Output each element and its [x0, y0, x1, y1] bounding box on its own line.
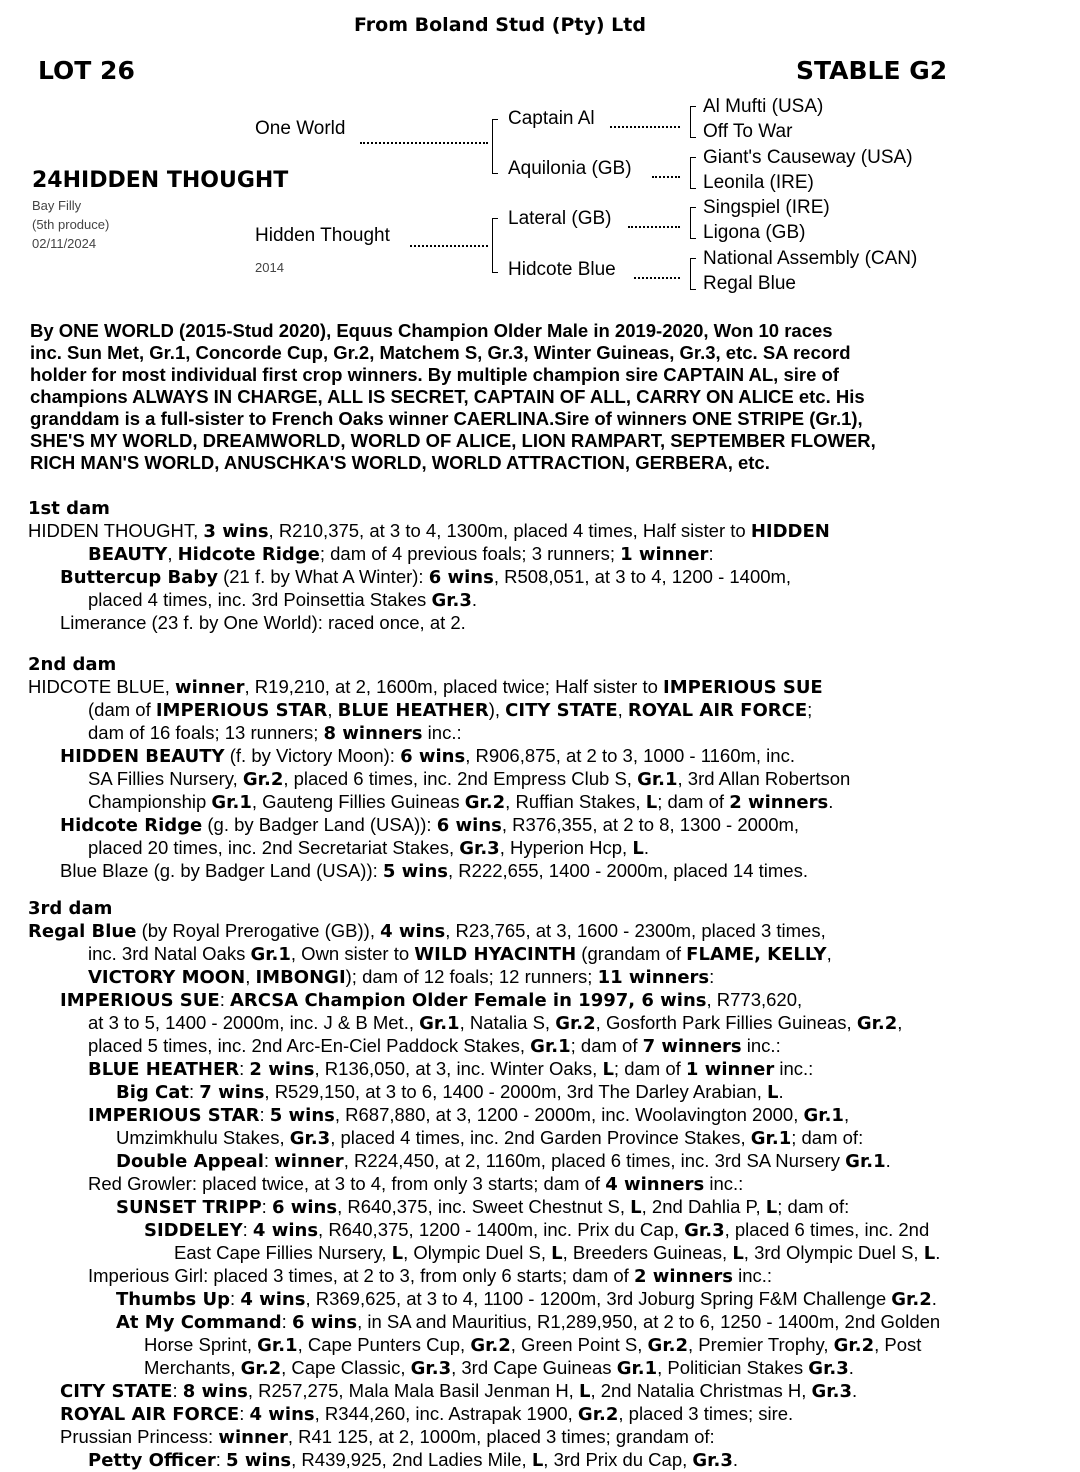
text-segment: Championship: [88, 791, 212, 812]
text-segment: Gr.1: [530, 1036, 571, 1057]
text-segment: , R41 125, at 2, 1000m, placed 3 times; grandam of:: [287, 1426, 715, 1447]
sire-line: inc. Sun Met, Gr.1, Concorde Cup, Gr.2, Matchem S, Gr.3, Winter Guineas, Gr.3, etc. SA record: [30, 342, 851, 363]
dam-line: [28, 1311, 940, 1334]
text-segment: , 3rd Prix du Cap,: [543, 1449, 693, 1470]
text-segment: winner: [175, 677, 245, 698]
text-segment: .: [848, 1357, 854, 1378]
pedigree-bracket: [690, 157, 696, 189]
text-segment: BEAUTY: [88, 544, 168, 565]
text-segment: SA Fillies Nursery,: [88, 768, 243, 789]
text-segment: 1 winner: [685, 1059, 775, 1080]
text-segment: :: [709, 966, 715, 987]
text-segment: Double Appeal: [116, 1151, 264, 1172]
text-segment: 8 wins: [182, 1381, 248, 1402]
text-segment: Gr.1: [803, 1105, 844, 1126]
dam-line: [28, 1058, 940, 1081]
text-segment: Gr.1: [845, 1151, 886, 1172]
text-segment: 5 wins: [382, 861, 449, 882]
text-segment: , Olympic Duel S,: [403, 1242, 552, 1263]
sire-line: SHE'S MY WORLD, DREAMWORLD, WORLD OF ALICE, LION RAMPART, SEPTEMBER FLOWER,: [30, 430, 876, 451]
text-segment: , R19,210, at 2, 1600m, placed twice; Half sister to: [244, 676, 664, 697]
text-segment: 11 winners: [597, 967, 710, 988]
text-segment: Gr.2: [464, 792, 506, 813]
pedigree-bracket: [690, 106, 696, 138]
pedigree-gg2: Off To War: [703, 121, 793, 142]
sire-line: granddam is a full-sister to French Oaks winner CAERLINA.Sire of winners ONE STRIPE (Gr.1),: [30, 408, 863, 429]
text-segment: 6 wins: [428, 567, 494, 588]
pedigree-connector: [410, 245, 488, 247]
text-segment: Gr.3: [811, 1381, 852, 1402]
text-segment: , Ruffian Stakes,: [505, 791, 646, 812]
dam-line: [28, 1426, 940, 1449]
text-segment: Gr.2: [856, 1013, 898, 1034]
pedigree-gg3: Giant's Causeway (USA): [703, 147, 913, 168]
text-segment: winner: [274, 1151, 344, 1172]
sire-description: [30, 320, 876, 474]
dam-line: [28, 699, 850, 722]
dam-line: [28, 1403, 940, 1426]
dam-line: [28, 1265, 940, 1288]
pedigree-connector: [610, 126, 680, 128]
text-segment: , 3rd Cape Guineas: [451, 1357, 617, 1378]
text-segment: , Hyperion Hcp,: [499, 837, 633, 858]
text-segment: .: [935, 1242, 941, 1263]
text-segment: , R529,150, at 3 to 6, 1400 - 2000m, 3rd The Darley Arabian,: [264, 1081, 767, 1102]
text-segment: SIDDELEY: [144, 1220, 243, 1241]
sire-line: champions ALWAYS IN CHARGE, ALL IS SECRET, CAPTAIN OF ALL, CARRY ON ALICE etc. His: [30, 386, 865, 407]
text-segment: (f. by Victory Moon):: [224, 745, 401, 766]
pedigree-dam-sire: Lateral (GB): [508, 208, 612, 229]
pedigree-sire-sire: Captain Al: [508, 108, 595, 129]
lot-number: LOT 26: [38, 56, 135, 85]
text-segment: Gr.2: [577, 1404, 619, 1425]
text-segment: :: [242, 1219, 253, 1240]
pedigree-bracket: [492, 218, 498, 273]
pedigree-gg1: Al Mufti (USA): [703, 96, 824, 117]
text-segment: dam of 16 foals; 13 runners;: [88, 722, 324, 743]
dam-line: [28, 1104, 940, 1127]
text-segment: HIDDEN BEAUTY: [60, 746, 225, 767]
text-segment: , Natalia S,: [459, 1012, 556, 1033]
text-segment: , R224,450, at 2, 1160m, placed 6 times, inc. 3rd SA Nursery: [343, 1150, 846, 1171]
text-segment: IMPERIOUS SUE: [60, 990, 220, 1011]
text-segment: , 3rd Olympic Duel S,: [743, 1242, 924, 1263]
first-dam-section: [28, 498, 830, 634]
second-dam-section: [28, 654, 850, 883]
text-segment: inc. 3rd Natal Oaks: [88, 943, 251, 964]
text-segment: ARCSA Champion Older Female in 1997, 6 wins: [229, 990, 707, 1011]
text-segment: WILD HYACINTH: [414, 944, 577, 965]
text-segment: , 3rd Allan Robertson: [677, 768, 851, 789]
text-segment: Gr.3: [684, 1220, 725, 1241]
pedigree-connector: [652, 176, 680, 178]
text-segment: , placed 3 times; sire.: [618, 1403, 794, 1424]
text-segment: CITY STATE: [505, 700, 618, 721]
text-segment: , Politician Stakes: [657, 1357, 809, 1378]
text-segment: CITY STATE: [60, 1381, 173, 1402]
text-segment: 4 wins: [240, 1289, 306, 1310]
text-segment: ;: [807, 699, 813, 720]
text-segment: Gr.3: [692, 1450, 733, 1471]
pedigree-dam-year: 2014: [255, 260, 284, 275]
text-segment: East Cape Fillies Nursery,: [174, 1242, 392, 1263]
text-segment: :: [230, 1288, 241, 1309]
pedigree-gg6: Ligona (GB): [703, 222, 806, 243]
text-segment: Big Cat: [116, 1082, 190, 1103]
text-segment: ; dam of 4 previous foals; 3 runners;: [319, 543, 621, 564]
text-segment: .: [885, 1150, 891, 1171]
text-segment: L: [766, 1082, 779, 1103]
dam-line: [28, 1173, 940, 1196]
dam-line: [28, 860, 850, 883]
text-segment: 6 wins: [271, 1197, 338, 1218]
text-segment: :: [239, 1403, 250, 1424]
pedigree-bracket: [690, 258, 696, 290]
text-segment: , placed 6 times, inc. 2nd Empress Club S,: [283, 768, 638, 789]
pedigree-connector: [628, 226, 680, 228]
sire-line: By ONE WORLD (2015-Stud 2020), Equus Champion Older Male in 2019-2020, Won 10 races: [30, 320, 833, 341]
text-segment: , 2nd Natalia Christmas H,: [590, 1380, 812, 1401]
text-segment: SUNSET TRIPP: [116, 1197, 262, 1218]
text-segment: Gr.3: [410, 1358, 452, 1379]
text-segment: VICTORY MOON: [88, 967, 246, 988]
dam-line: [28, 768, 850, 791]
dam-line: [28, 837, 850, 860]
text-segment: placed 20 times, inc. 2nd Secretariat Stakes,: [88, 837, 460, 858]
text-segment: L: [630, 1197, 642, 1218]
text-segment: 4 winners: [605, 1174, 705, 1195]
text-segment: :: [259, 1104, 270, 1125]
text-segment: at 3 to 5, 1400 - 2000m, inc. J & B Met.,: [88, 1012, 420, 1033]
dam-line: [28, 1035, 940, 1058]
pedigree-gg8: Regal Blue: [703, 273, 796, 294]
text-segment: , Post: [874, 1334, 922, 1355]
text-segment: Gr.1: [419, 1013, 460, 1034]
pedigree-connector: [360, 142, 488, 144]
text-segment: 5 wins: [226, 1450, 292, 1471]
text-segment: 6 wins: [400, 746, 466, 767]
text-segment: , 2nd Dahlia P,: [641, 1196, 766, 1217]
dam-line: [28, 1081, 940, 1104]
text-segment: ,: [897, 1012, 903, 1033]
text-segment: Gr.1: [257, 1335, 298, 1356]
text-segment: , Premier Trophy,: [688, 1334, 834, 1355]
text-segment: Blue Blaze (g. by Badger Land (USA)):: [60, 860, 383, 881]
text-segment: L: [391, 1243, 404, 1264]
text-segment: , R369,625, at 3 to 4, 1100 - 1200m, 3rd Joburg Spring F&M Challenge: [305, 1288, 892, 1309]
text-segment: 2 winners: [633, 1266, 733, 1287]
text-segment: ,: [826, 943, 832, 964]
text-segment: :: [281, 1311, 292, 1332]
text-segment: L: [602, 1059, 614, 1080]
text-segment: .: [778, 1081, 784, 1102]
text-segment: HIDDEN THOUGHT,: [28, 520, 204, 541]
text-segment: , R23,765, at 3, 1600 - 2300m, placed 3 times,: [445, 920, 826, 941]
text-segment: (21 f. by What A Winter):: [217, 566, 429, 587]
text-segment: Gr.1: [616, 1358, 658, 1379]
text-segment: Gr.1: [250, 944, 291, 965]
pedigree-connector: [634, 277, 680, 279]
text-segment: Prussian Princess:: [60, 1426, 219, 1447]
text-segment: Red Growler: placed twice, at 3 to 4, from only 3 starts; dam of: [88, 1173, 606, 1194]
text-segment: HIDDEN: [750, 521, 830, 542]
text-segment: BLUE HEATHER: [88, 1059, 240, 1080]
pedigree-gg4: Leonila (IRE): [703, 172, 814, 193]
dam-line: [28, 1150, 940, 1173]
dam-line: [28, 1196, 940, 1219]
text-segment: ROYAL AIR FORCE: [60, 1404, 240, 1425]
sire-line: RICH MAN'S WORLD, ANUSCHKA'S WORLD, WORLD ATTRACTION, GERBERA, etc.: [30, 452, 770, 473]
pedigree-dam: Hidden Thought: [255, 225, 390, 246]
text-segment: , R640,375, inc. Sweet Chestnut S,: [337, 1196, 631, 1217]
text-segment: Thumbs Up: [116, 1289, 231, 1310]
dam-line: [28, 566, 830, 589]
text-segment: 8 winners: [323, 723, 423, 744]
text-segment: ,: [327, 699, 338, 720]
text-segment: ROYAL AIR FORCE: [627, 700, 808, 721]
text-segment: , placed 4 times, inc. 2nd Garden Province Stakes,: [330, 1127, 751, 1148]
text-segment: L: [923, 1243, 936, 1264]
text-segment: 4 wins: [380, 921, 446, 942]
text-segment: Gr.2: [242, 769, 284, 790]
text-segment: , Own sister to: [290, 943, 415, 964]
dam-line: [28, 543, 830, 566]
text-segment: ; dam of: [570, 1035, 643, 1056]
text-segment: IMPERIOUS STAR: [88, 1105, 260, 1126]
text-segment: ,: [843, 1104, 850, 1125]
text-segment: inc.:: [741, 1035, 781, 1056]
text-segment: Gr.1: [750, 1128, 792, 1149]
text-segment: Hidcote Ridge: [60, 815, 203, 836]
text-segment: :: [239, 1058, 250, 1079]
text-segment: Gr.3: [289, 1128, 331, 1149]
text-segment: 4 wins: [252, 1220, 319, 1241]
section-heading: 2nd dam: [28, 654, 117, 675]
text-segment: Petty Officer: [88, 1450, 216, 1471]
text-segment: , R508,051, at 3 to 4, 1200 - 1400m,: [493, 566, 792, 587]
text-segment: ,: [245, 966, 256, 987]
text-segment: Gr.3: [459, 838, 500, 859]
text-segment: 2 winners: [729, 792, 829, 813]
text-segment: placed 4 times, inc. 3rd Poinsettia Stakes: [88, 589, 432, 610]
dam-line: [28, 1288, 940, 1311]
text-segment: placed 5 times, inc. 2nd Arc-En-Ciel Paddock Stakes,: [88, 1035, 531, 1056]
text-segment: inc.:: [733, 1265, 773, 1286]
dam-line: [28, 920, 940, 943]
text-segment: ),: [488, 699, 506, 720]
text-segment: 6 wins: [436, 815, 502, 836]
text-segment: Horse Sprint,: [144, 1334, 258, 1355]
text-segment: :: [219, 989, 230, 1010]
dam-line: [28, 791, 850, 814]
text-segment: Gr.2: [891, 1289, 932, 1310]
text-segment: Hidcote Ridge: [177, 544, 320, 565]
text-segment: ; dam of:: [791, 1127, 864, 1148]
text-segment: Gr.2: [240, 1358, 282, 1379]
horse-dob: 02/11/2024: [32, 236, 97, 251]
pedigree-bracket: [690, 207, 696, 239]
text-segment: (by Royal Prerogative (GB)),: [136, 920, 381, 941]
dam-line: [28, 1012, 940, 1035]
text-segment: L: [765, 1197, 778, 1218]
text-segment: , R376,355, at 2 to 8, 1300 - 2000m,: [501, 814, 800, 835]
text-segment: :: [172, 1380, 183, 1401]
dam-line: [28, 1242, 940, 1265]
text-segment: inc.:: [704, 1173, 744, 1194]
text-segment: ; dam of: [613, 1058, 686, 1079]
text-segment: .: [931, 1288, 937, 1309]
text-segment: , Green Point S,: [510, 1334, 648, 1355]
text-segment: , in SA and Mauritius, R1,289,950, at 2 to 6, 1250 - 1400m, 2nd Golden: [357, 1311, 941, 1332]
dam-line: [28, 814, 850, 837]
text-segment: , R210,375, at 3 to 4, 1300m, placed 4 times, Half sister to: [268, 520, 751, 541]
text-segment: , R136,050, at 3, inc. Winter Oaks,: [314, 1058, 603, 1079]
text-segment: 5 wins: [269, 1105, 335, 1126]
dam-line: [28, 1127, 940, 1150]
horse-colour-sex: Bay Filly: [32, 198, 82, 213]
text-segment: IMPERIOUS STAR: [155, 700, 328, 721]
text-segment: :: [263, 1150, 275, 1171]
text-segment: Gr.1: [637, 769, 678, 790]
text-segment: inc.:: [422, 722, 462, 743]
pedigree-bracket: [492, 119, 498, 174]
text-segment: BLUE HEATHER: [337, 700, 489, 721]
dam-line: [28, 1219, 940, 1242]
stable-number: STABLE G2: [796, 56, 948, 85]
text-segment: Gr.2: [647, 1335, 688, 1356]
text-segment: Gr.2: [470, 1335, 511, 1356]
third-dam-section: [28, 898, 940, 1472]
text-segment: .: [828, 791, 834, 812]
text-segment: L: [632, 838, 644, 859]
text-segment: Regal Blue: [28, 921, 137, 942]
text-segment: Gr.3: [431, 590, 472, 611]
text-segment: , R222,655, 1400 - 2000m, placed 14 times.: [448, 860, 808, 881]
dam-line: [28, 520, 830, 543]
pedigree-dam-dam: Hidcote Blue: [508, 259, 616, 280]
text-segment: , R439,925, 2nd Ladies Mile,: [291, 1449, 532, 1470]
text-segment: L: [732, 1243, 744, 1264]
text-segment: 7 wins: [199, 1082, 265, 1103]
text-segment: 6 wins: [291, 1312, 358, 1333]
text-segment: Gr.2: [555, 1013, 596, 1034]
text-segment: .: [471, 589, 478, 610]
text-segment: (dam of: [88, 699, 156, 720]
text-segment: L: [578, 1381, 591, 1402]
text-segment: Gr.1: [211, 792, 252, 813]
dam-line: [28, 989, 940, 1012]
dam-line: [28, 589, 830, 612]
text-segment: L: [645, 792, 658, 813]
text-segment: .: [851, 1380, 858, 1401]
text-segment: .: [732, 1449, 738, 1470]
text-segment: HIDCOTE BLUE,: [28, 676, 175, 697]
text-segment: 2 wins: [249, 1059, 315, 1080]
text-segment: , Cape Classic,: [281, 1357, 411, 1378]
dam-line: [28, 676, 850, 699]
text-segment: IMBONGI: [255, 967, 346, 988]
text-segment: (grandam of: [576, 943, 687, 964]
text-segment: , R257,275, Mala Mala Basil Jenman H,: [247, 1380, 579, 1401]
pedigree-sire-dam: Aquilonia (GB): [508, 158, 632, 179]
text-segment: , R344,260, inc. Astrapak 1900,: [314, 1403, 578, 1424]
text-segment: Merchants,: [144, 1357, 241, 1378]
text-segment: FLAME, KELLY: [686, 944, 827, 965]
consignor-line: From Boland Stud (Pty) Ltd: [354, 14, 646, 36]
text-segment: ,: [167, 543, 178, 564]
dam-line: [28, 1449, 940, 1472]
text-segment: Umzimkhulu Stakes,: [116, 1127, 290, 1148]
text-segment: ; dam of:: [777, 1196, 850, 1217]
text-segment: ; dam of: [657, 791, 730, 812]
horse-produce: (5th produce): [32, 217, 110, 232]
dam-line: [28, 1380, 940, 1403]
dam-line: [28, 943, 940, 966]
text-segment: , Gauteng Fillies Guineas: [251, 791, 465, 812]
text-segment: winner: [218, 1427, 288, 1448]
text-segment: L: [531, 1450, 544, 1471]
text-segment: ,: [617, 699, 628, 720]
text-segment: , R906,875, at 2 to 3, 1000 - 1160m, inc.: [465, 745, 795, 766]
pedigree-sire: One World: [255, 118, 346, 139]
text-segment: IMPERIOUS SUE: [663, 677, 823, 698]
text-segment: , placed 6 times, inc. 2nd: [724, 1219, 930, 1240]
text-segment: (g. by Badger Land (USA)):: [202, 814, 437, 835]
text-segment: Gr.2: [833, 1335, 875, 1356]
text-segment: Buttercup Baby: [60, 567, 218, 588]
text-segment: Gr.3: [808, 1358, 849, 1379]
text-segment: :: [261, 1196, 272, 1217]
text-segment: ); dam of 12 foals; 12 runners;: [345, 966, 598, 987]
text-segment: :: [708, 543, 714, 564]
sire-line: holder for most individual first crop winners. By multiple champion sire CAPTAIN AL, sire of: [30, 364, 839, 385]
text-segment: , Cape Punters Cup,: [297, 1334, 471, 1355]
text-segment: 7 winners: [642, 1036, 742, 1057]
text-segment: .: [643, 837, 649, 858]
dam-line: [28, 722, 850, 745]
dam-line: [28, 1334, 940, 1357]
dam-line: [28, 1357, 940, 1380]
section-heading: 1st dam: [28, 498, 110, 519]
text-segment: inc.:: [774, 1058, 814, 1079]
text-segment: L: [551, 1243, 563, 1264]
text-segment: 3 wins: [203, 521, 269, 542]
dam-line: [28, 745, 850, 768]
pedigree-gg5: Singspiel (IRE): [703, 197, 830, 218]
text-segment: , R687,880, at 3, 1200 - 2000m, inc. Woolavington 2000,: [334, 1104, 804, 1125]
text-segment: 4 wins: [249, 1404, 315, 1425]
text-segment: , R773,620,: [706, 989, 803, 1010]
text-segment: , Breeders Guineas,: [562, 1242, 733, 1263]
pedigree-gg7: National Assembly (CAN): [703, 248, 918, 269]
text-segment: 1 winner: [620, 544, 709, 565]
horse-name: 24HIDDEN THOUGHT: [32, 168, 289, 193]
text-segment: Imperious Girl: placed 3 times, at 2 to 3, from only 6 starts; dam of: [88, 1265, 634, 1286]
text-segment: :: [215, 1449, 227, 1470]
text-segment: , Gosforth Park Fillies Guineas,: [595, 1012, 857, 1033]
text-segment: At My Command: [116, 1312, 282, 1333]
dam-line: Limerance (23 f. by One World): raced once, at 2.: [60, 612, 466, 633]
dam-line: [28, 966, 940, 989]
section-heading: 3rd dam: [28, 898, 113, 919]
text-segment: :: [189, 1081, 200, 1102]
text-segment: , R640,375, 1200 - 1400m, inc. Prix du Cap,: [318, 1219, 685, 1240]
